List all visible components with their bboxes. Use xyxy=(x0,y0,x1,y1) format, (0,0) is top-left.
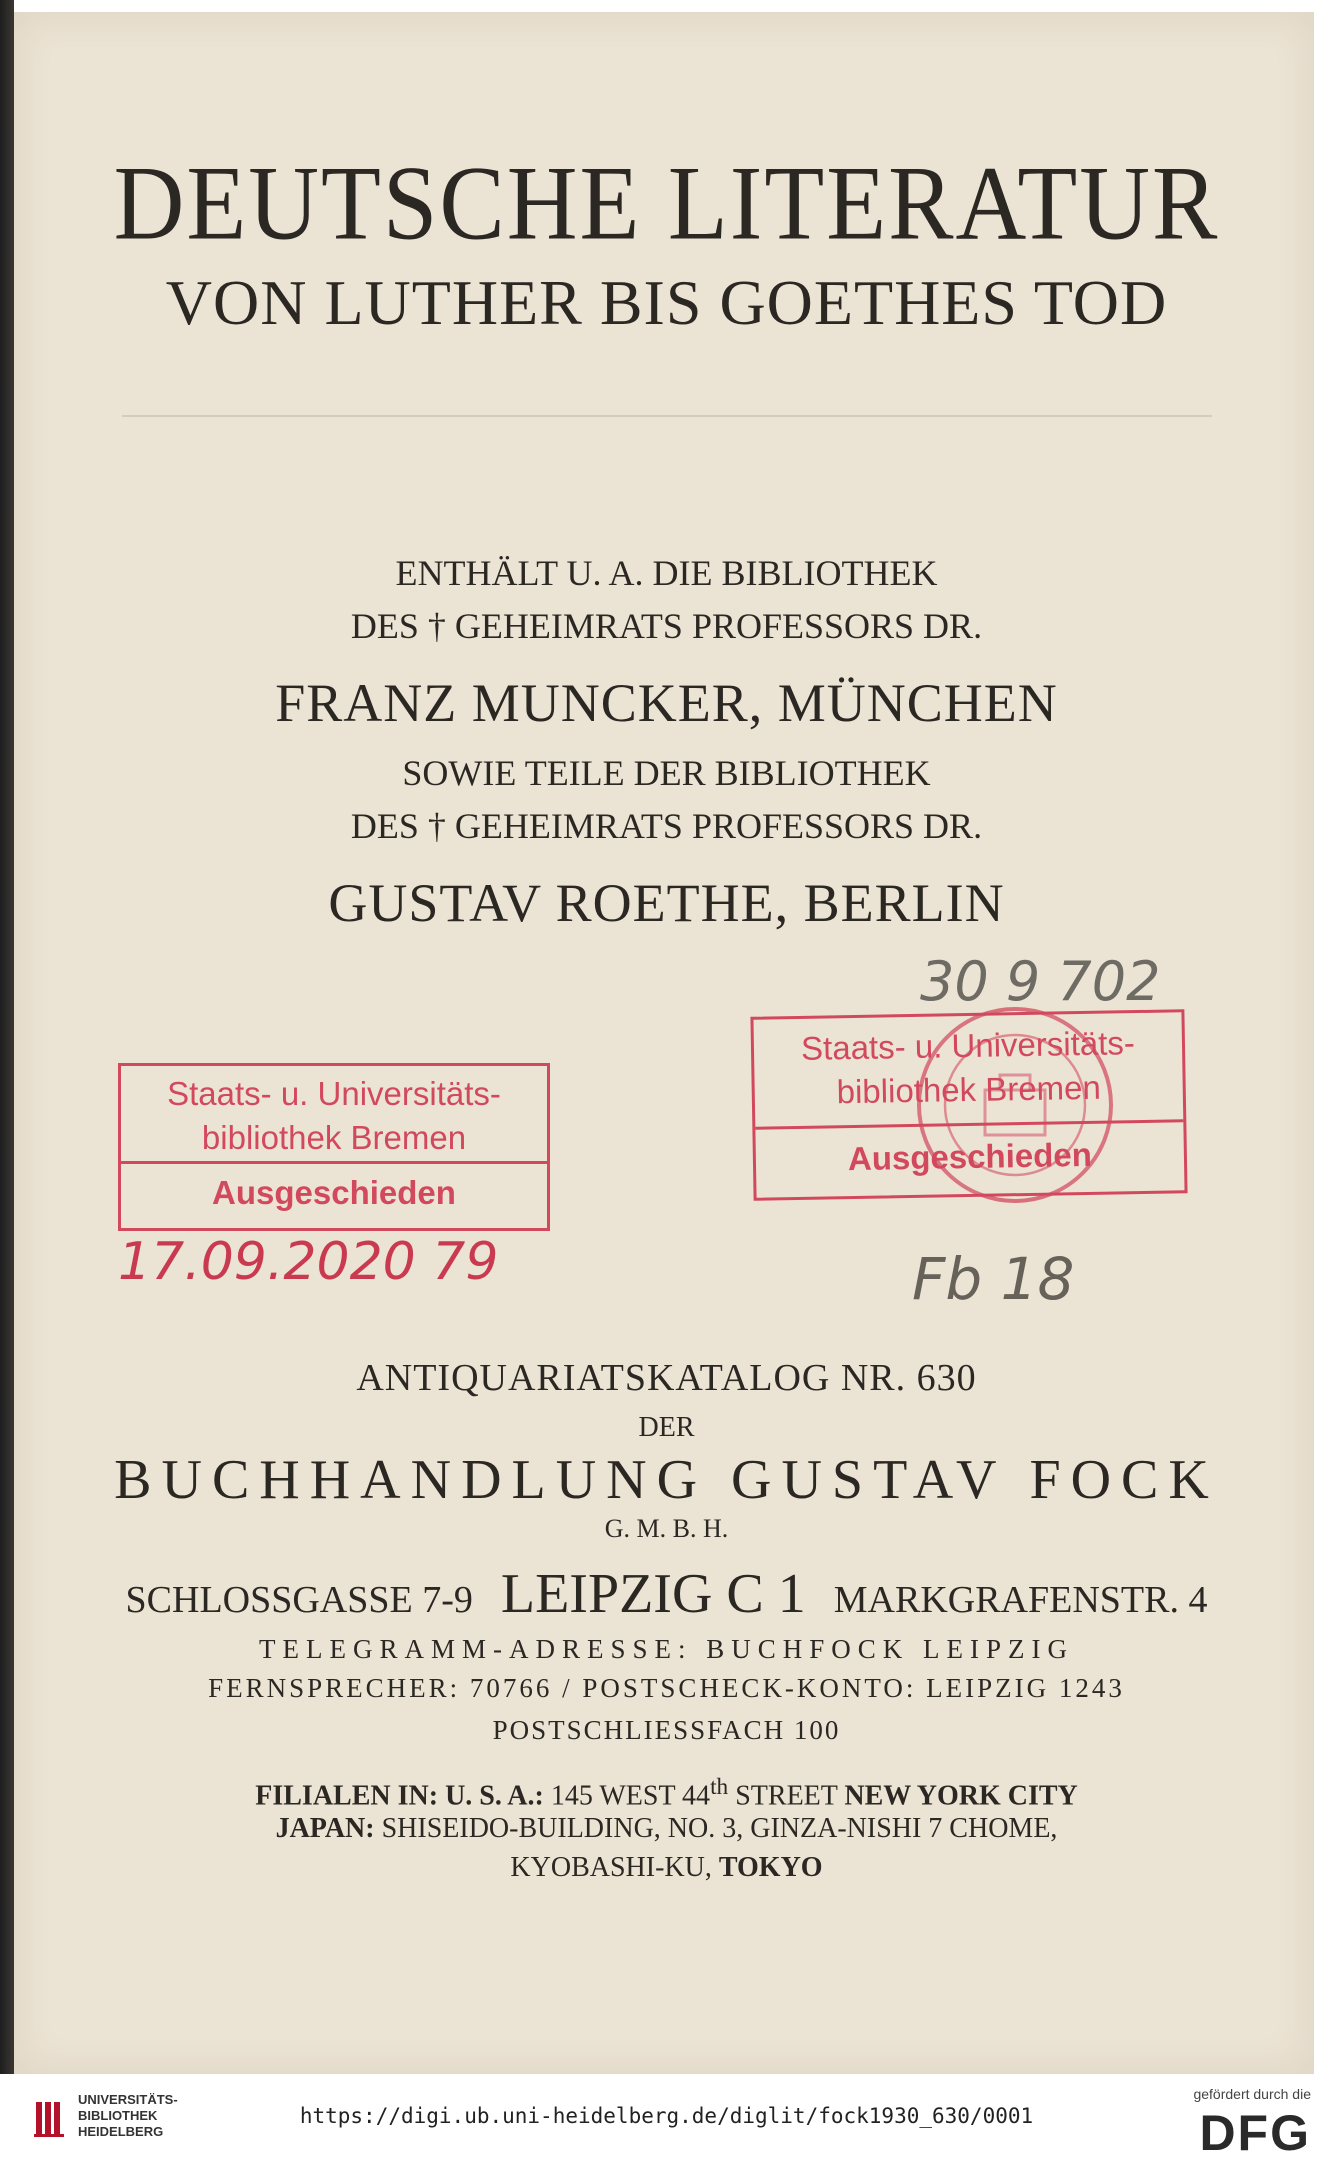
stamp-right-status: Ausgeschieden xyxy=(847,1135,1093,1178)
dfg-logo: DFG xyxy=(1199,2105,1311,2161)
contents-line-2: DES † GEHEIMRATS PROFESSORS DR. xyxy=(350,606,983,646)
address-city: LEIPZIG C 1 xyxy=(500,1563,806,1625)
viewer-footer xyxy=(0,2074,1333,2169)
japan-city: TOKYO xyxy=(718,1852,823,1883)
usa-address: 145 WEST 44 xyxy=(550,1780,711,1812)
japan-ward: KYOBASHI-KU, xyxy=(510,1852,712,1883)
branch-japan-line xyxy=(0,1813,1333,1845)
subtitle: VON LUTHER BIS GOETHES TOD xyxy=(165,267,1168,338)
main-title: DEUTSCHE LITERATUR xyxy=(113,145,1220,263)
phone-and-account: FERNSPRECHER: 70766 / POSTSCHECK-KONTO: LEIPZIG 1243 xyxy=(208,1673,1125,1703)
stamp-right-line-2: bibliothek Bremen xyxy=(836,1068,1102,1111)
contents-line-1: ENTHÄLT U. A. DIE BIBLIOTHEK xyxy=(395,553,938,593)
handwritten-shelfmark: Fb 18 xyxy=(912,1245,1075,1313)
handwritten-accession-number: 30 9 702 xyxy=(920,950,1161,1013)
library-stamp-right xyxy=(750,1009,1187,1201)
permalink-url[interactable]: https://digi.ub.uni-heidelberg.de/diglit/fock1930_630/0001 xyxy=(299,2104,1034,2128)
handwritten-date: 17.09.2020 79 xyxy=(118,1232,499,1292)
japan-label: JAPAN: xyxy=(275,1813,375,1844)
university-library-logo-text: UNIVERSITÄTS- BIBLIOTHEK HEIDELBERG xyxy=(78,2092,178,2139)
contents-line-4: DES † GEHEIMRATS PROFESSORS DR. xyxy=(350,806,983,846)
branch-usa-line xyxy=(0,1774,1333,1812)
collector-name-muncker: FRANZ MUNCKER, MÜNCHEN xyxy=(275,673,1058,733)
usa-label: U. S. A.: xyxy=(445,1780,544,1812)
stamp-left-line-1: Staats- u. Universitäts- xyxy=(167,1075,501,1112)
firm-legal-form: G. M. B. H. xyxy=(604,1514,729,1543)
stamp-right-line-1: Staats- u. Universitäts- xyxy=(800,1024,1136,1067)
catalog-der: DER xyxy=(638,1412,695,1443)
po-box: POSTSCHLIESSFACH 100 xyxy=(492,1715,841,1745)
catalog-number: ANTIQUARIATSKATALOG NR. 630 xyxy=(356,1357,977,1399)
funding-caption: gefördert durch die xyxy=(1193,2086,1311,2102)
japan-address: SHISEIDO-BUILDING, NO. 3, GINZA-NISHI 7 CHOME, xyxy=(381,1813,1058,1844)
usa-superscript: th xyxy=(710,1774,729,1800)
address-left: SCHLOSSGASSE 7-9 xyxy=(125,1579,473,1621)
telegram-address: TELEGRAMM-ADRESSE: BUCHFOCK LEIPZIG xyxy=(258,1634,1075,1664)
stamp-left-line-2: bibliothek Bremen xyxy=(201,1119,467,1156)
library-stamp-left xyxy=(118,1063,550,1231)
usa-street: STREET xyxy=(735,1780,838,1812)
stamp-left-status: Ausgeschieden xyxy=(212,1174,456,1211)
firm-name: BUCHHANDLUNG GUSTAV FOCK xyxy=(114,1449,1219,1511)
usa-city: NEW YORK CITY xyxy=(844,1780,1078,1812)
contents-line-3: SOWIE TEILE DER BIBLIOTHEK xyxy=(402,753,931,793)
address-line xyxy=(0,1562,1333,1626)
collector-name-roethe: GUSTAV ROETHE, BERLIN xyxy=(328,873,1005,933)
title-rule xyxy=(122,415,1212,417)
address-right: MARKGRAFENSTR. 4 xyxy=(833,1579,1208,1621)
branches-label: FILIALEN IN: xyxy=(255,1780,439,1812)
branch-japan-city-line xyxy=(0,1852,1333,1884)
